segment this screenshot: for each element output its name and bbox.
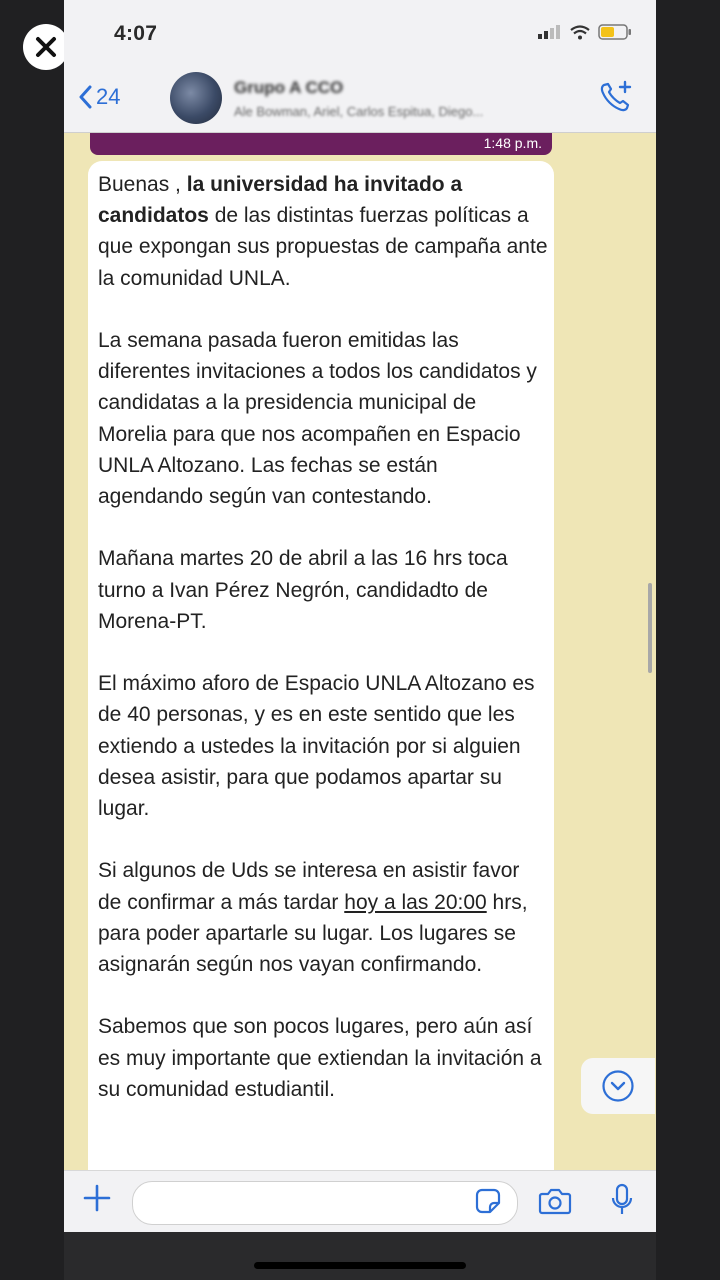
group-name[interactable]: Grupo A CCO [234,78,344,97]
home-indicator-area [64,1232,656,1280]
message-paragraph-4: El máximo aforo de Espacio UNLA Altozano es de 40 personas, y es en este sentido que les extiendo a ustedes la invitación por si alguien desea asistir, para que podamos apartar su lugar. [98,672,535,821]
sticker-icon [474,1187,502,1215]
back-button[interactable] [78,84,120,110]
wifi-icon [570,25,590,40]
status-icons [538,24,632,40]
chevron-down-circle-icon [601,1069,635,1103]
message-paragraph-5 [98,855,548,980]
message-text-span: Si algunos de Uds se interesa en asistir favor de confirmar a más tardar [98,859,520,914]
scroll-to-bottom-button[interactable] [581,1058,655,1114]
add-call-icon [598,80,634,114]
chat-area[interactable] [64,133,656,1170]
close-icon [35,36,57,58]
message-paragraph-1 [98,169,548,294]
status-time: 4:07 [114,22,158,45]
microphone-icon [610,1183,634,1219]
group-avatar[interactable] [170,72,222,124]
date-link[interactable]: hoy a las 20:00 [344,890,487,914]
message-bubble[interactable] [88,161,554,1170]
plus-icon [82,1183,112,1213]
message-paragraph-3: Mañana martes 20 de abril a las 16 hrs toca turno a Ivan Pérez Negrón, candidadto de Morena-PT. [98,547,508,633]
home-indicator[interactable] [254,1262,466,1269]
battery-icon [598,24,632,40]
message-text-span: hrs, para poder apartarle su lugar. Los lugares se asignarán según nos vayan confirmando. [98,890,528,977]
camera-icon [538,1187,572,1215]
sticker-button[interactable] [474,1187,502,1220]
message-paragraph-2: La semana pasada fueron emitidas las diferentes invitaciones a todos los candidatos y candidatas a la presidencia municipal de Morelia para que nos acompañen en Espacio UNLA Altozano. Las fechas se están agendando según van contestando. [98,329,537,509]
message-bold-text: la universidad ha invitado a candidatos [98,173,463,228]
microphone-button[interactable] [610,1183,634,1224]
chat-header [64,64,656,133]
status-bar [64,0,656,64]
right-backdrop [656,0,720,1280]
chevron-left-icon [78,85,92,109]
message-text-span: de las distintas fuerzas políticas a que expongan sus propuestas de campaña ante la comunidad UNLA. [98,204,548,290]
previous-message-time: 1:48 p.m. [483,135,542,151]
camera-button[interactable] [538,1187,572,1220]
message-paragraph-6: Sabemos que son pocos lugares, pero aún así es muy importante que extiendan la invitación a su comunidad estudiantil. [98,1015,542,1101]
scrollbar[interactable] [648,583,652,673]
close-button[interactable] [23,24,69,70]
previous-message-bubble [90,133,552,155]
left-backdrop [0,0,64,1280]
back-count: 24 [96,84,121,109]
composer-bar [64,1170,656,1233]
message-text-span: Buenas , [98,173,187,196]
add-call-button[interactable] [598,80,634,119]
group-members[interactable]: Ale Bowman, Ariel, Carlos Espitua, Diego... [234,104,484,119]
signal-icon [538,25,562,39]
message-text [98,169,548,1136]
attach-button[interactable] [82,1183,112,1218]
message-input[interactable] [132,1181,518,1225]
phone-screen [64,0,656,1280]
